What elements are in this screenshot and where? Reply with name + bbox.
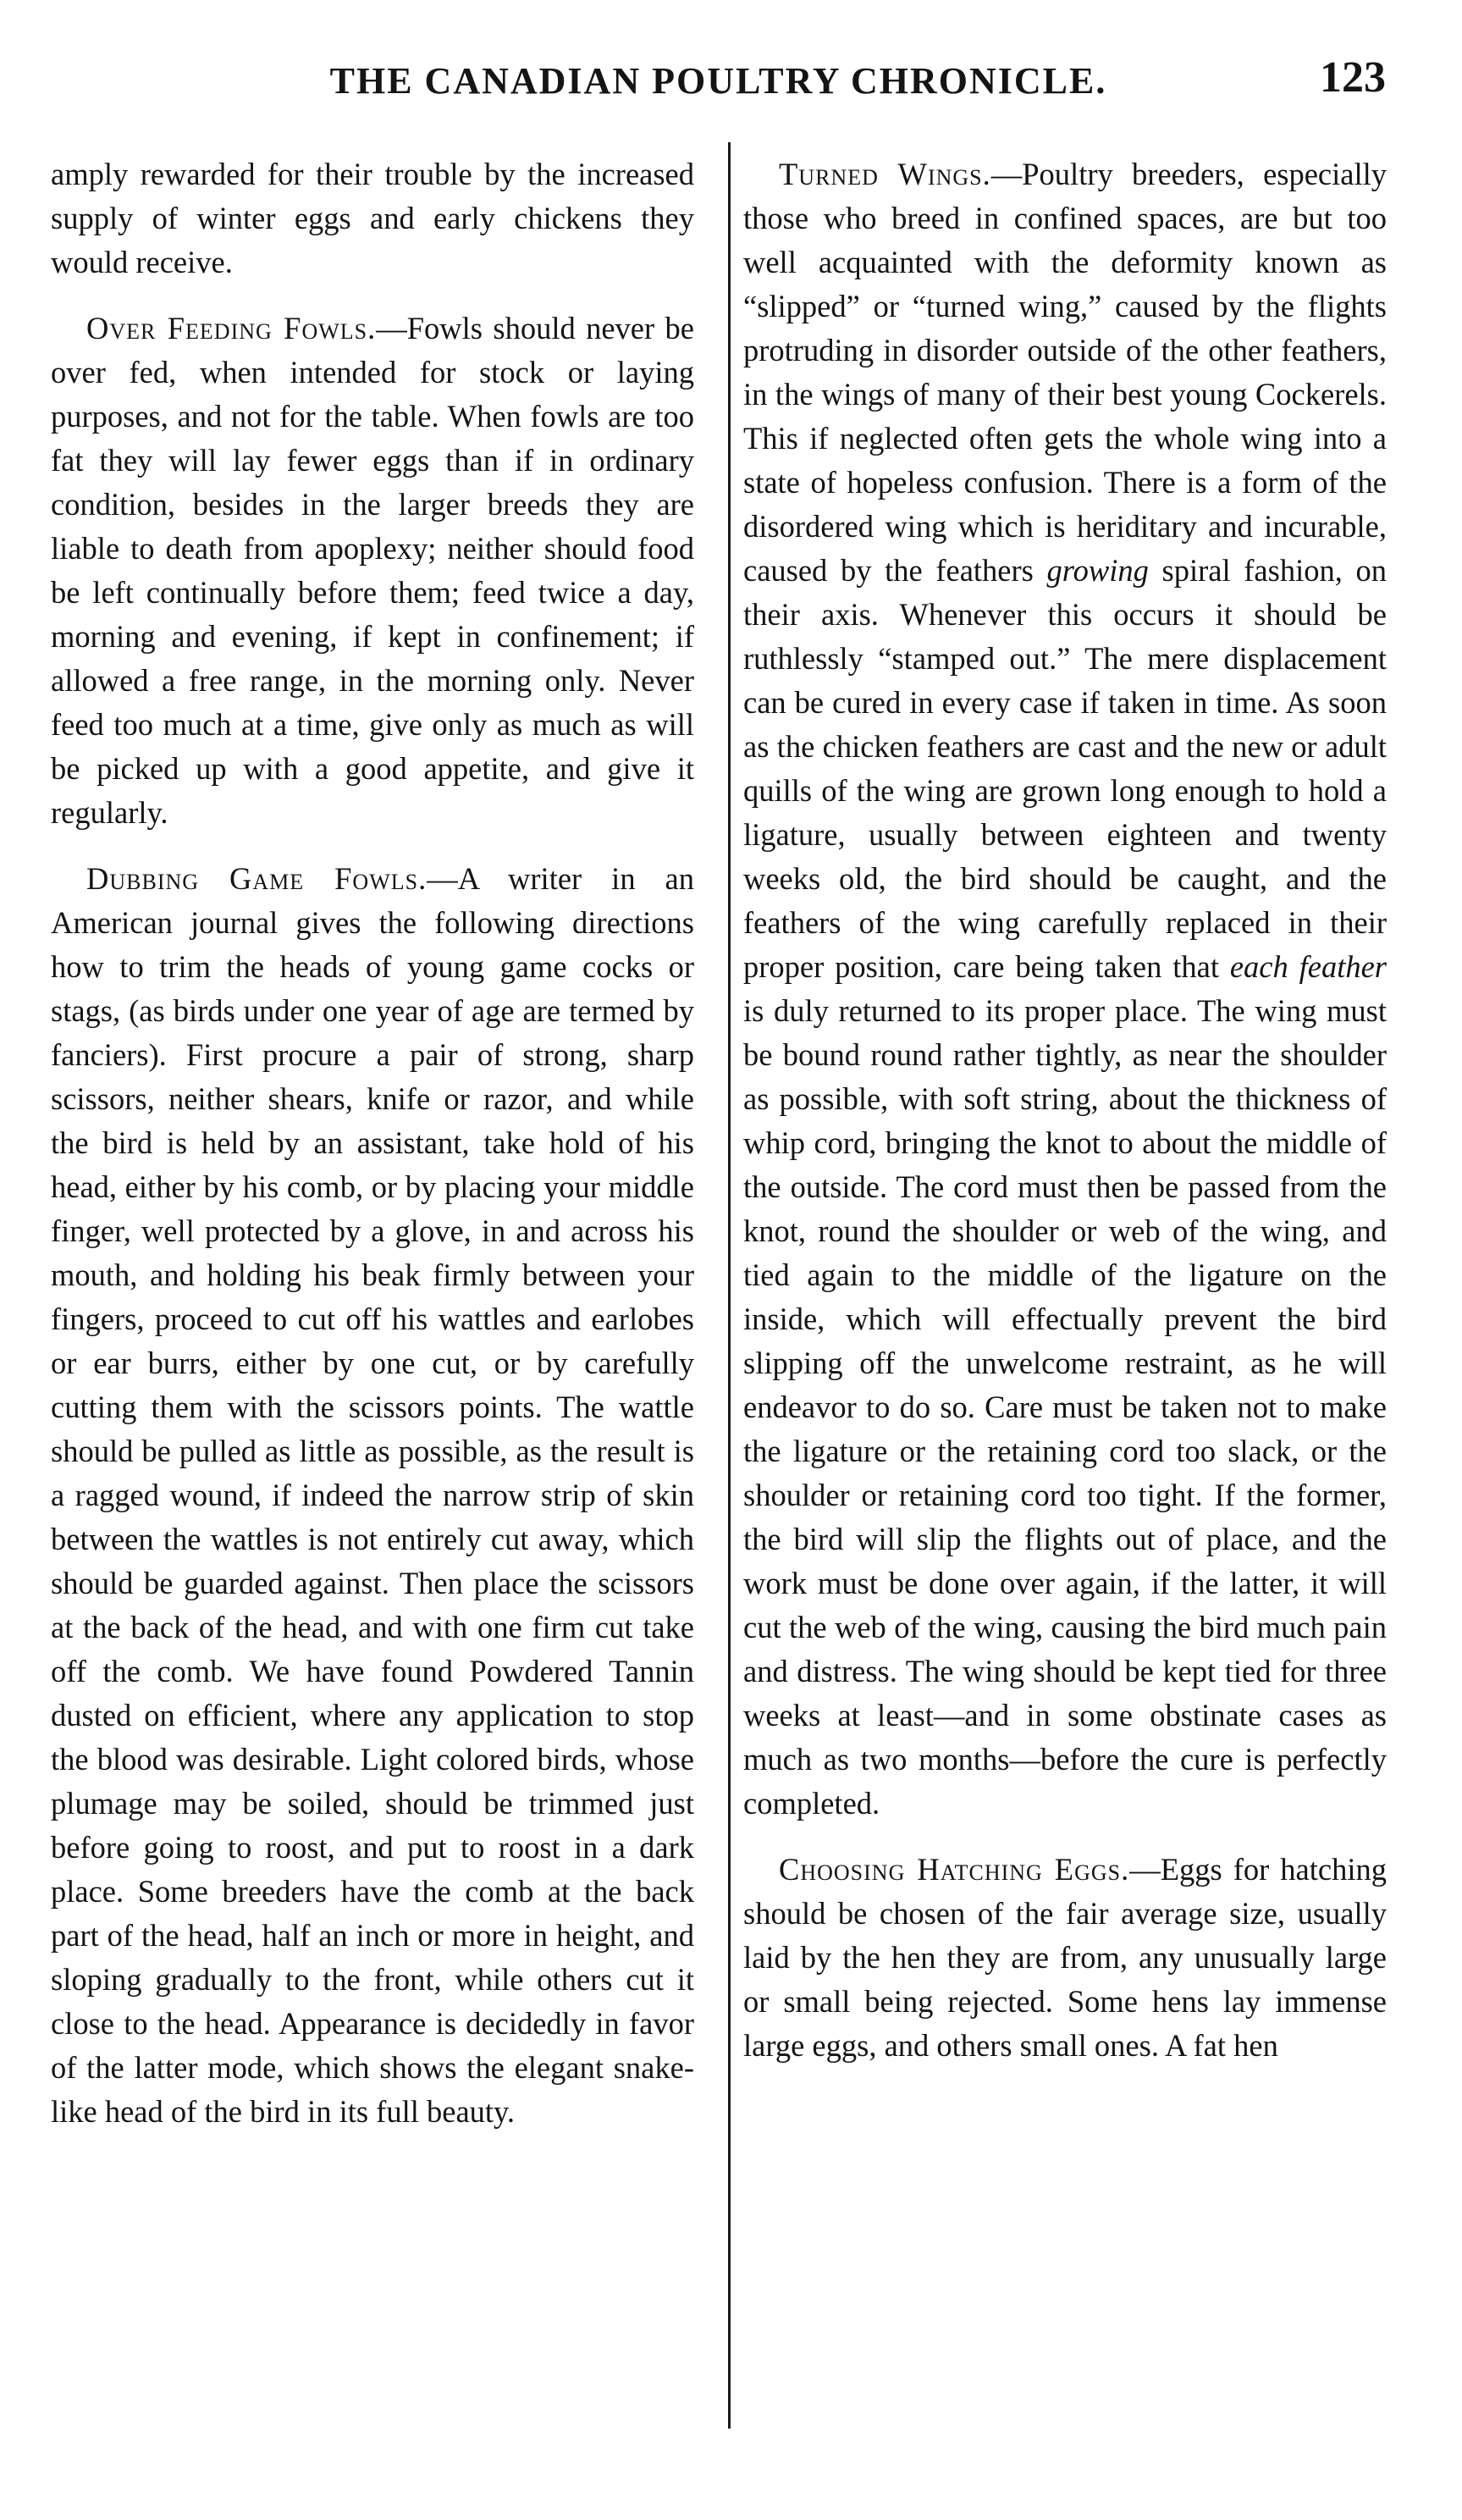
- hatching-eggs-heading: Choosing Hatching Eggs.: [779, 1852, 1130, 1887]
- right-column: [743, 152, 1387, 2090]
- dubbing-paragraph: [51, 857, 694, 2134]
- turned-wings-heading: Turned Wings.: [779, 157, 991, 191]
- dubbing-heading: Dubbing Game Fowls.: [86, 861, 428, 896]
- turned-wings-paragraph: [743, 152, 1387, 1826]
- dubbing-body: —A writer in an American journal gives the following directions how to trim the heads of young game cocks or stags, (as birds under one year of age are termed by fanciers). First procure a pair of strong, sharp scissors, neither shears, knife or razor, and while the bird is held by an assistant, take hold of his head, either by his comb, or by placing your middle finger, well protected by a glove, in and across his mouth, and holding his beak firmly between your fingers, proceed to cut off his wattles and earlobes or ear burrs, either by one cut, or by carefully cutting them with the scissors points. The wattle should be pulled as little as possible, as the result is a ragged wound, if indeed the narrow strip of skin between the wattles is not entirely cut away, which should be guarded against. Then place the scissors at the back of the head, and with one firm cut take off the comb. We have found Powdered Tannin dusted on efficient, where any application to stop the blood was desirable. Light colored birds, whose plumage may be soiled, should be trimmed just before going to roost, and put to roost in a dark place. Some breeders have the comb at the back part of the head, half an inch or more in height, and sloping gradually to the front, while others cut it close to the head. Appearance is decidedly in favor of the latter mode, which shows the elegant snake-like head of the bird in its full beauty.: [51, 861, 694, 2129]
- turned-wings-italic-2: each feather: [1229, 949, 1387, 984]
- over-feeding-paragraph: [51, 307, 694, 835]
- column-divider: [728, 142, 731, 2429]
- turned-wings-body-3: is duly returned to its proper place. The wing must be bound round rather tightly, as near the shoulder as possible, with soft string, about the thickness of whip cord, bringing the knot to about the middle of the outside. The cord must then be passed from the knot, round the shoulder or web of the wing, and tied again to the middle of the ligature on the inside, which will effectually prevent the bird slipping off the unwelcome restraint, as he will endeavor to do so. Care must be taken not to make the ligature or the retaining cord too slack, or the shoulder or retaining cord too tight. If the former, the bird will slip the flights out of place, and the work must be done over again, if the latter, it will cut the web of the wing, causing the bird much pain and distress. The wing should be kept tied for three weeks at least—and in some obstinate cases as much as two months—before the cure is perfectly completed.: [743, 993, 1387, 1821]
- turned-wings-body-1: —Poultry breeders, especially those who breed in confined spaces, are but too well acquainted with the deformity known as “slipped” or “turned wing,” caused by the flights protruding in disorder outside of the other feathers, in the wings of many of their best young Cockerels. This if neglected often gets the whole wing into a state of hopeless confusion. There is a form of the disordered wing which is heriditary and incurable, caused by the feathers: [743, 157, 1388, 588]
- over-feeding-heading: Over Feeding Fowls.: [86, 311, 377, 345]
- running-header: [51, 41, 1386, 117]
- journal-title: THE CANADIAN POULTRY CHRONICLE.: [329, 60, 1107, 102]
- continuation-paragraph: amply rewarded for their trouble by the increased supply of winter eggs and early chickens they would receive.: [51, 157, 694, 279]
- turned-wings-italic-1: growing: [1046, 553, 1149, 588]
- left-column: [51, 152, 694, 2156]
- over-feeding-body: —Fowls should never be over fed, when intended for stock or laying purposes, and not for the table. When fowls are too fat they will lay fewer eggs than if in ordinary condition, besides in the larger breeds they are liable to death from apoplexy; neither should food be left continually before them; feed twice a day, morning and evening, if kept in confinement; if allowed a free range, in the morning only. Never feed too much at a time, give only as much as will be picked up with a good appetite, and give it regularly.: [51, 311, 694, 830]
- page-number: 123: [1320, 53, 1386, 102]
- hatching-eggs-paragraph: [743, 1848, 1387, 2068]
- hatching-eggs-body: —Eggs for hatching should be chosen of the fair average size, usually laid by the hen they are from, any unusually large or small being rejected. Some hens lay immense large eggs, and others small ones. A fat hen: [743, 1852, 1387, 2063]
- turned-wings-body-2: spiral fashion, on their axis. Whenever this occurs it should be ruthlessly “stamped out.” The mere displacement can be cured in every case if taken in time. As soon as the chicken feathers are cast and the new or adult quills of the wing are grown long enough to hold a ligature, usually between eighteen and twenty weeks old, the bird should be caught, and the feathers of the wing carefully replaced in their proper position, care being taken that: [743, 553, 1388, 984]
